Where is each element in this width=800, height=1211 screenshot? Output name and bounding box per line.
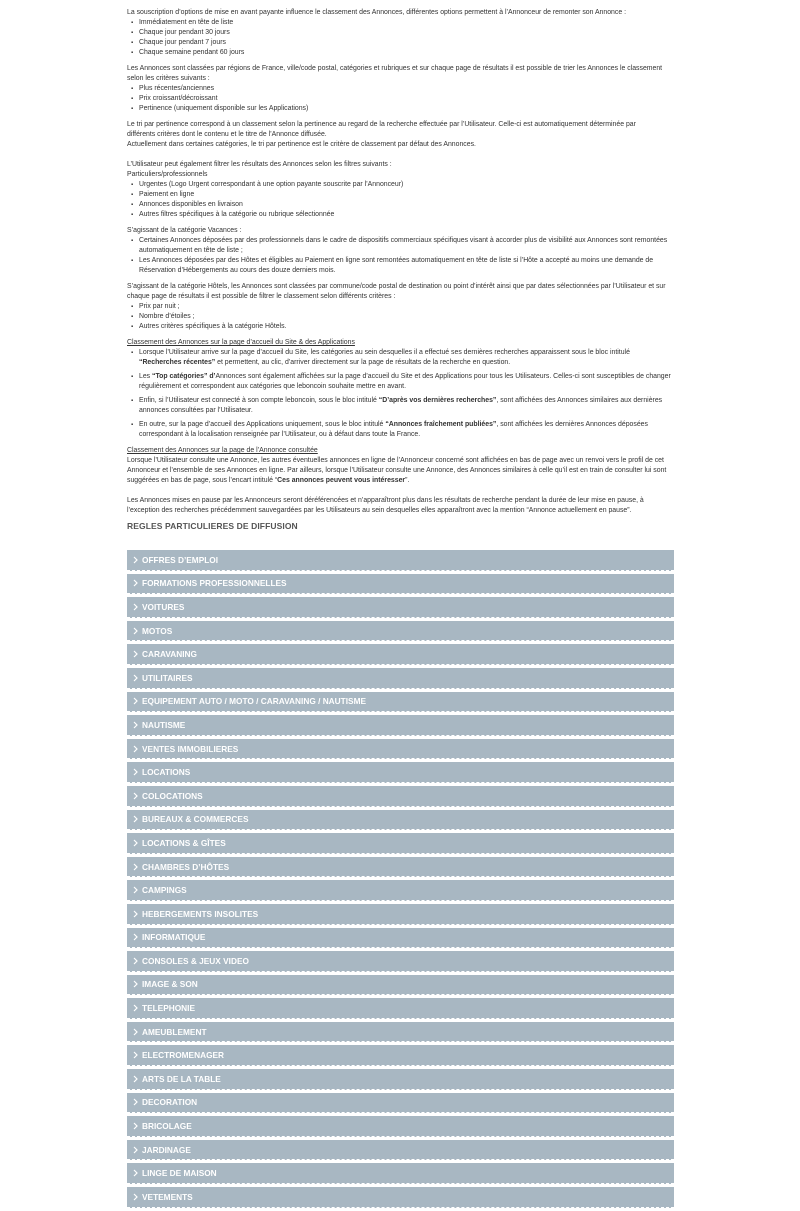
accordion-item-label: AMEUBLEMENT bbox=[142, 1026, 207, 1037]
accordion-item-label: TELEPHONIE bbox=[142, 1003, 196, 1014]
chevron-right-icon bbox=[131, 578, 139, 588]
ad-ranking-text-2: Annonceur et l’ensemble de ses Annonces en ligne. Par ailleurs, lorsque l’Utilisateur consulte une Annonce, des Annonces similaires à celle qu’il est en train de consulter lui sont bbox=[127, 467, 667, 474]
chevron-right-icon bbox=[131, 673, 139, 683]
list-item: ▪ Immédiatement en tête de liste bbox=[139, 18, 675, 28]
chevron-right-icon bbox=[131, 1097, 139, 1107]
accordion-item-label: INFORMATIQUE bbox=[142, 932, 206, 943]
accordion-item-label: FORMATIONS PROFESSIONNELLES bbox=[142, 578, 287, 589]
list-item: ▪ Prix croissant/décroissant bbox=[139, 94, 675, 104]
list-item: ▪ Lorsque l’Utilisateur arrive sur la page d’accueil du Site, les catégories au sein desquelles il a effectué ses dernières recherches apparaissent sous le bloc intitulé “Recherches récentes” et permettent, au clic, d’arriver directement sur la page de résultats de la recherche en question. bbox=[139, 348, 675, 368]
sort-criteria-list bbox=[127, 84, 675, 114]
list-item: ▪ Chaque jour pendant 7 jours bbox=[139, 38, 675, 48]
accordion-item-nautisme[interactable] bbox=[127, 715, 674, 736]
pause-text: Les Annonces mises en pause par les Annonceurs seront déréférencées et n’apparaîtront plus dans les résultats de recherche pendant la durée de leur mise en pause, à bbox=[127, 497, 644, 504]
accordion-item-ameublement[interactable] bbox=[127, 1022, 674, 1043]
options-list bbox=[127, 18, 675, 58]
accordion-item-chambres-d-hotes[interactable] bbox=[127, 857, 674, 878]
relevance-text-3: Actuellement dans certaines catégories, le tri par pertinence est le critère de classement par défaut des Annonces. bbox=[127, 141, 476, 148]
accordion-item-label: LINGE DE MAISON bbox=[142, 1168, 217, 1179]
accordion-item-label: CAMPINGS bbox=[142, 885, 187, 896]
accordion-item-formations-professionnelles[interactable] bbox=[127, 574, 674, 595]
accordion-item-offres-d-emploi[interactable] bbox=[127, 550, 674, 571]
sort-intro: Les Annonces sont classées par régions de France, ville/code postal, catégories et rubriques et sur chaque page de résultats il est possible de trier les Annonces le classement bbox=[127, 65, 663, 72]
accordion-item-label: VENTES IMMOBILIERES bbox=[142, 743, 239, 754]
accordion-item-label: VETEMENTS bbox=[142, 1191, 193, 1202]
accordion-item-colocations[interactable] bbox=[127, 786, 674, 807]
chevron-right-icon bbox=[131, 1003, 139, 1013]
accordion-item-electromenager[interactable] bbox=[127, 1045, 674, 1066]
list-item: ▪ Prix par nuit ; bbox=[139, 302, 675, 312]
vacances-intro: S’agissant de la catégorie Vacances : bbox=[127, 227, 242, 234]
rules-text bbox=[127, 8, 675, 516]
chevron-right-icon bbox=[131, 1027, 139, 1037]
chevron-right-icon bbox=[131, 838, 139, 848]
chevron-right-icon bbox=[131, 744, 139, 754]
chevron-right-icon bbox=[131, 555, 139, 565]
chevron-right-icon bbox=[131, 602, 139, 612]
ad-ranking-title: Classement des Annonces sur la page de l’Annonce consultée bbox=[127, 447, 318, 454]
chevron-right-icon bbox=[131, 1074, 139, 1084]
list-item: ▪ Nombre d’étoiles ; bbox=[139, 312, 675, 322]
accordion-item-informatique[interactable] bbox=[127, 928, 674, 949]
list-item: ▪ Enfin, si l’Utilisateur est connecté à son compte leboncoin, sous le bloc intitulé “D’après vos dernières recherches”, sont affichées des Annonces similaires aux dernières annonces consultées par l’Utilisateur. bbox=[139, 396, 675, 416]
list-item: ▪ Chaque jour pendant 30 jours bbox=[139, 28, 675, 38]
list-item: ▪ Les Annonces déposées par des Hôtes et éligibles au Paiement en ligne sont remontées automatiquement en tête de liste si l’Hôte a accepté au moins une demande de Réservation d’Hébergements au cours des douze derniers mois. bbox=[139, 256, 675, 276]
accordion-item-linge-de-maison[interactable] bbox=[127, 1163, 674, 1184]
hotels-text-2: chaque page de résultats il est possible de filtrer le classement selon différents critères : bbox=[127, 293, 396, 300]
list-item: ▪ Autres critères spécifiques à la catégorie Hôtels. bbox=[139, 322, 675, 332]
accordion-item-locations[interactable] bbox=[127, 762, 674, 783]
chevron-right-icon bbox=[131, 791, 139, 801]
section-heading: REGLES PARTICULIERES DE DIFFUSION bbox=[127, 521, 298, 531]
list-item: ▪ En outre, sur la page d’accueil des Applications uniquement, sous le bloc intitulé “Annonces fraîchement publiées”, sont affichées les dernières Annonces déposées correspondant à la localisation renseignée par l’Utilisateur, ou à défaut dans toute la France. bbox=[139, 420, 675, 440]
hotels-criteria-list bbox=[127, 302, 675, 332]
home-ranking-title: Classement des Annonces sur la page d’accueil du Site & des Applications bbox=[127, 339, 355, 346]
chevron-right-icon bbox=[131, 767, 139, 777]
accordion-item-label: ELECTROMENAGER bbox=[142, 1050, 225, 1061]
accordion-item-label: CHAMBRES D’HÔTES bbox=[142, 861, 230, 872]
accordion-item-label: DECORATION bbox=[142, 1097, 198, 1108]
chevron-right-icon bbox=[131, 1145, 139, 1155]
accordion-item-image-son[interactable] bbox=[127, 975, 674, 996]
accordion-item-motos[interactable] bbox=[127, 621, 674, 642]
list-item: ▪ Certaines Annonces déposées par des professionnels dans le cadre de dispositifs commerciaux spécifiques visant à accorder plus de visibilité aux Annonces sont remontées automatiquement en tête de liste ; bbox=[139, 236, 675, 256]
chevron-right-icon bbox=[131, 862, 139, 872]
accordion-item-label: CONSOLES & JEUX VIDEO bbox=[142, 955, 249, 966]
options-intro: La souscription d’options de mise en avant payante influence le classement des Annonces, différentes options permettent à l’Annonceur de remonter son Annonce : bbox=[127, 9, 626, 16]
chevron-right-icon bbox=[131, 956, 139, 966]
list-item: ▪ Plus récentes/anciennes bbox=[139, 84, 675, 94]
accordion-item-arts-de-la-table[interactable] bbox=[127, 1069, 674, 1090]
accordion-item-ventes-immobilieres[interactable] bbox=[127, 739, 674, 760]
filter-intro: L’Utilisateur peut également filtrer les résultats des Annonces selon les filtres suivants : bbox=[127, 161, 392, 168]
ad-ranking-text: Lorsque l’Utilisateur consulte une Annonce, les autres éventuelles annonces en ligne de l’Annonceur concerné sont affichées en bas de page avec un renvoi vers le profil de cet bbox=[127, 457, 664, 464]
accordion-item-label: LOCATIONS bbox=[142, 767, 191, 778]
accordion-item-jardinage[interactable] bbox=[127, 1140, 674, 1161]
list-item: ▪ Paiement en ligne bbox=[139, 190, 675, 200]
relevance-text-2: différents critères dont le contenu et le titre de l’Annonce diffusée. bbox=[127, 131, 327, 138]
chevron-right-icon bbox=[131, 1050, 139, 1060]
chevron-right-icon bbox=[131, 932, 139, 942]
chevron-right-icon bbox=[131, 696, 139, 706]
accordion-item-label: JARDINAGE bbox=[142, 1144, 191, 1155]
accordion-item-bureaux-commerces[interactable] bbox=[127, 810, 674, 831]
chevron-right-icon bbox=[131, 814, 139, 824]
accordion-item-label: UTILITAIRES bbox=[142, 672, 193, 683]
list-item: ▪ Annonces disponibles en livraison bbox=[139, 200, 675, 210]
accordion-item-label: BRICOLAGE bbox=[142, 1121, 192, 1132]
accordion-item-label: MOTOS bbox=[142, 625, 173, 636]
chevron-right-icon bbox=[131, 979, 139, 989]
relevance-text: Le tri par pertinence correspond à un classement selon la pertinence au regard de la recherche effectuée par l’Utilisateur. Celle-ci est automatiquement déterminée par bbox=[127, 121, 636, 128]
accordion-item-utilitaires[interactable] bbox=[127, 668, 674, 689]
vacances-list bbox=[127, 236, 675, 276]
accordion-item-hebergements-insolites[interactable] bbox=[127, 904, 674, 925]
accordion-item-label: CARAVANING bbox=[142, 649, 198, 660]
chevron-right-icon bbox=[131, 1192, 139, 1202]
accordion-item-label: ARTS DE LA TABLE bbox=[142, 1073, 221, 1084]
chevron-right-icon bbox=[131, 649, 139, 659]
accordion-item-label: IMAGE & SON bbox=[142, 979, 198, 990]
accordion-item-campings[interactable] bbox=[127, 880, 674, 901]
filter-sub: Particuliers/professionnels bbox=[127, 171, 208, 178]
accordion-item-label: NAUTISME bbox=[142, 719, 186, 730]
accordion-item-equipement-auto-moto-caravaning-nautisme[interactable] bbox=[127, 692, 674, 713]
accordion-item-label: LOCATIONS & GÎTES bbox=[142, 837, 226, 848]
sort-intro-2: selon les critères suivants : bbox=[127, 75, 210, 82]
accordion-item-label: HEBERGEMENTS INSOLITES bbox=[142, 908, 259, 919]
list-item: ▪ Pertinence (uniquement disponible sur les Applications) bbox=[139, 104, 675, 114]
accordion-item-label: OFFRES D’EMPLOI bbox=[142, 554, 219, 565]
ad-ranking-text-3: suggérées en bas de page, sous l’encart intitulé “Ces annonces peuvent vous intéresser”. bbox=[127, 477, 410, 484]
accordion-item-decoration[interactable] bbox=[127, 1093, 674, 1114]
accordion-item-label: COLOCATIONS bbox=[142, 790, 203, 801]
hotels-text: S’agissant de la catégorie Hôtels, les Annonces sont classées par commune/code postal de destination ou point d’intérêt ainsi que par dates sélectionnées par l’Utilisateur et sur bbox=[127, 283, 666, 290]
pause-text-2: l’exception des recherches précédemment sauvegardées par les Utilisateurs au sein desquelles elles apparaîtront avec la mention “Annonce actuellement en pause”. bbox=[127, 507, 632, 514]
filters-list bbox=[127, 180, 675, 220]
chevron-right-icon bbox=[131, 1168, 139, 1178]
chevron-right-icon bbox=[131, 885, 139, 895]
chevron-right-icon bbox=[131, 1121, 139, 1131]
accordion-item-label: EQUIPEMENT AUTO / MOTO / CARAVANING / NAUTISME bbox=[142, 696, 367, 707]
chevron-right-icon bbox=[131, 720, 139, 730]
chevron-right-icon bbox=[131, 909, 139, 919]
list-item: ▪ Les “Top catégories” d’Annonces sont également affichées sur la page d’accueil du Site et des Applications pour tous les Utilisateurs. Celles-ci sont susceptibles de changer régulièrement et correspondent aux catégories que leboncoin souhaite mettre en avant. bbox=[139, 372, 675, 392]
list-item: ▪ Urgentes (Logo Urgent correspondant à une option payante souscrite par l’Annonceur) bbox=[139, 180, 675, 190]
accordion-item-vetements[interactable] bbox=[127, 1187, 674, 1208]
list-item: ▪ Chaque semaine pendant 60 jours bbox=[139, 48, 675, 58]
category-accordion bbox=[127, 550, 674, 1211]
chevron-right-icon bbox=[131, 626, 139, 636]
accordion-item-caravaning[interactable] bbox=[127, 644, 674, 665]
accordion-item-voitures[interactable] bbox=[127, 597, 674, 618]
accordion-item-label: VOITURES bbox=[142, 601, 185, 612]
accordion-item-consoles-jeux-video[interactable] bbox=[127, 951, 674, 972]
list-item: ▪ Autres filtres spécifiques à la catégorie ou rubrique sélectionnée bbox=[139, 210, 675, 220]
accordion-item-telephonie[interactable] bbox=[127, 998, 674, 1019]
home-ranking-list bbox=[127, 348, 675, 440]
accordion-item-bricolage[interactable] bbox=[127, 1116, 674, 1137]
accordion-item-locations-gites[interactable] bbox=[127, 833, 674, 854]
accordion-item-label: BUREAUX & COMMERCES bbox=[142, 814, 249, 825]
